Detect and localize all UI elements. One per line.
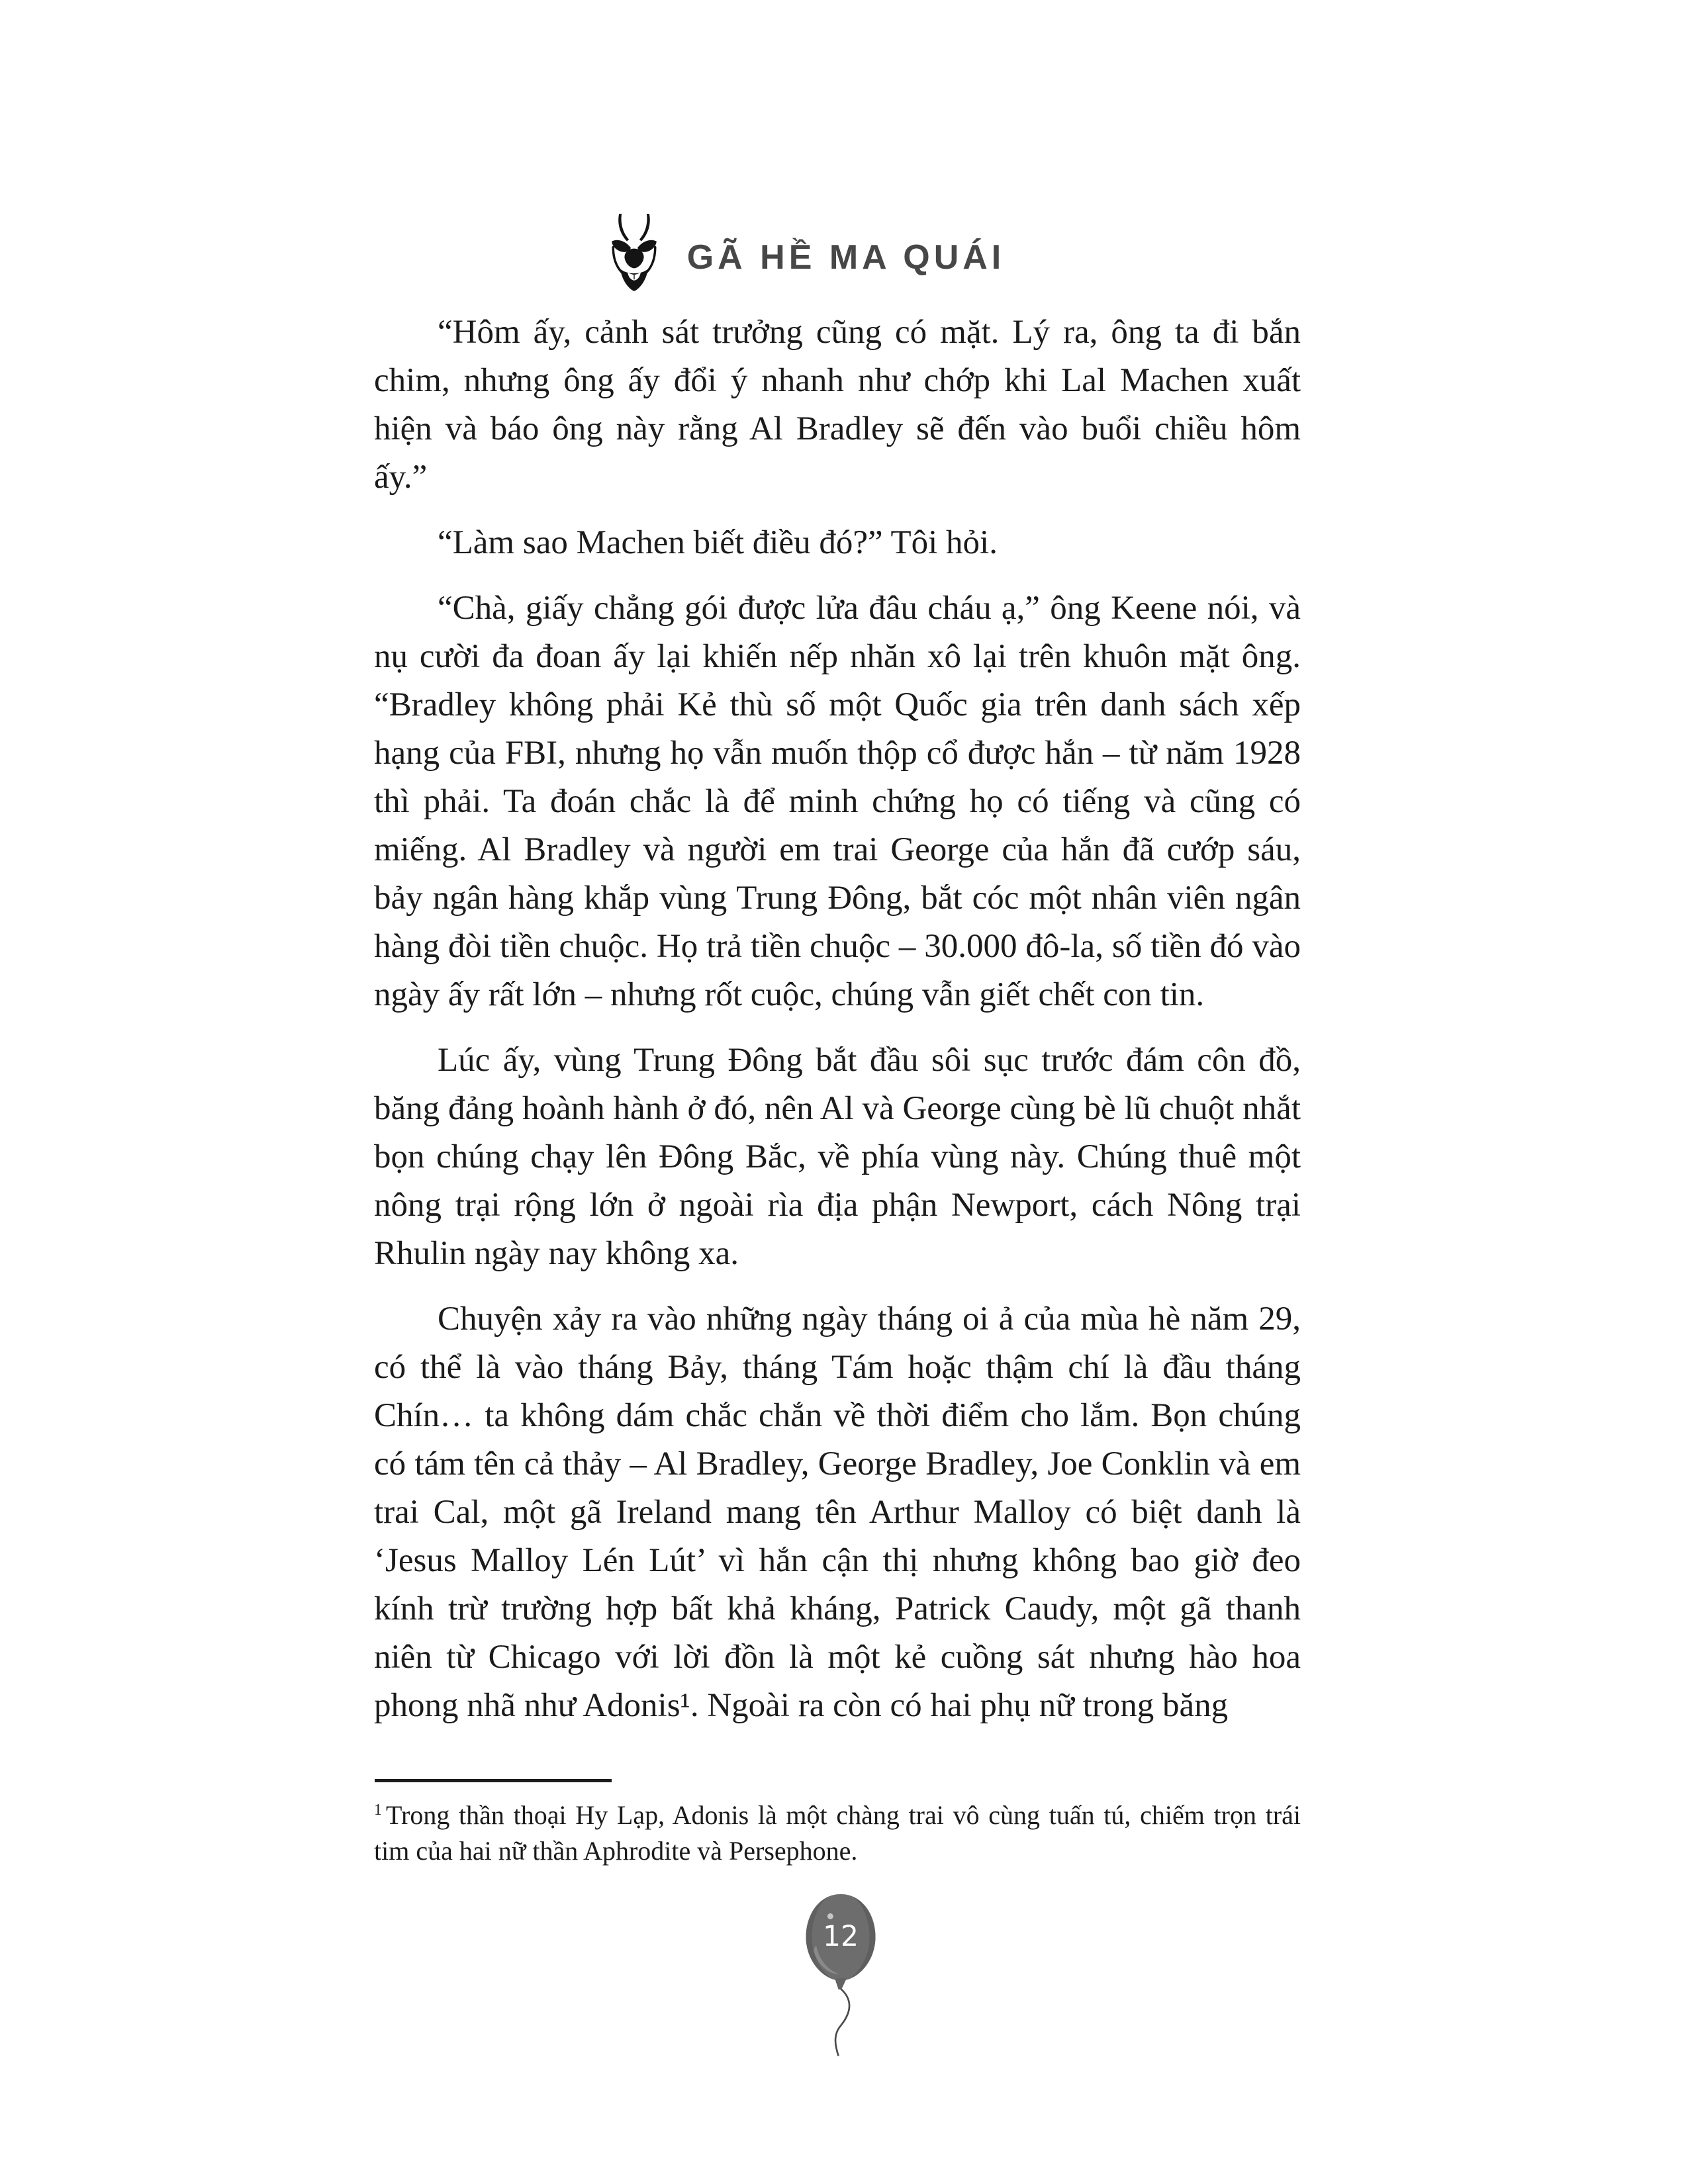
balloon-icon	[796, 1888, 885, 2058]
balloon-string	[835, 1989, 849, 2056]
footnote-divider	[375, 1779, 612, 1782]
chapter-header	[0, 213, 1647, 295]
paragraph-1: “Hôm ấy, cảnh sát trưởng cũng có mặt. Lý ra, ông ta đi bắn chim, nhưng ông ấy đổi ý nhanh như chớp khi Lal Machen xuất hiện và báo ông này rằng Al Bradley sẽ đến vào buổi chiều hôm ấy.”	[374, 314, 1301, 496]
footnote-marker: 1	[374, 1801, 382, 1819]
body-text	[374, 308, 1301, 1747]
clown-face-icon	[601, 213, 667, 295]
balloon-highlight	[827, 1913, 833, 1919]
paragraph-3: “Chà, giấy chẳng gói được lửa đâu cháu ạ,” ông Keene nói, và nụ cười đa đoan ấy lại khiến nếp nhăn xô lại trên khuôn mặt ông. “Bradley không phải Kẻ thù số một Quốc gia trên danh sách xếp hạng của FBI, nhưng họ vẫn muốn thộp cổ được hắn – từ năm 1928 thì phải. Ta đoán chắc là để minh chứng họ có tiếng và cũng có miếng. Al Bradley và người em trai George của hắn đã cướp sáu, bảy ngân hàng khắp vùng Trung Đông, bắt cóc một nhân viên ngân hàng đòi tiền chuộc. Họ trả tiền chuộc – 30.000 đô-la, số tiền đó vào ngày ấy rất lớn – nhưng rốt cuộc, chúng vẫn giết chết con tin.	[374, 590, 1301, 1013]
paragraph-4: Lúc ấy, vùng Trung Đông bắt đầu sôi sục trước đám côn đồ, băng đảng hoành hành ở đó, nên Al và George cùng bè lũ chuột nhắt bọn chúng chạy lên Đông Bắc, về phía vùng này. Chúng thuê một nông trại rộng lớn ở ngoài rìa địa phận Newport, cách Nông trại Rhulin ngày nay không xa.	[374, 1042, 1301, 1272]
paragraph-5: Chuyện xảy ra vào những ngày tháng oi ả của mùa hè năm 29, có thể là vào tháng Bảy, tháng Tám hoặc thậm chí là đầu tháng Chín… ta không dám chắc chắn về thời điểm cho lắm. Bọn chúng có tám tên cả thảy – Al Bradley, George Bradley, Joe Conklin và em trai Cal, một gã Ireland mang tên Arthur Malloy có biệt danh là ‘Jesus Malloy Lén Lút’ vì hắn cận thị nhưng không bao giờ đeo kính trừ trường hợp bất khả kháng, Patrick Caudy, một gã thanh niên từ Chicago với lời đồn là một kẻ cuồng sát nhưng hào hoa phong nhã như Adonis¹. Ngoài ra còn có hai phụ nữ trong băng	[374, 1300, 1301, 1724]
paragraph-2: “Làm sao Machen biết điều đó?” Tôi hỏi.	[438, 524, 998, 561]
page-number: 12	[823, 1921, 859, 1954]
footnote-text: Trong thần thoại Hy Lạp, Adonis là một chàng trai vô cùng tuấn tú, chiếm trọn trái tim của hai nữ thần Aphrodite và Persephone.	[374, 1800, 1301, 1866]
chapter-title: GÃ HỀ MA QUÁI	[686, 238, 1006, 277]
page-number-balloon	[796, 1888, 885, 2058]
footnote	[374, 1797, 1301, 1869]
